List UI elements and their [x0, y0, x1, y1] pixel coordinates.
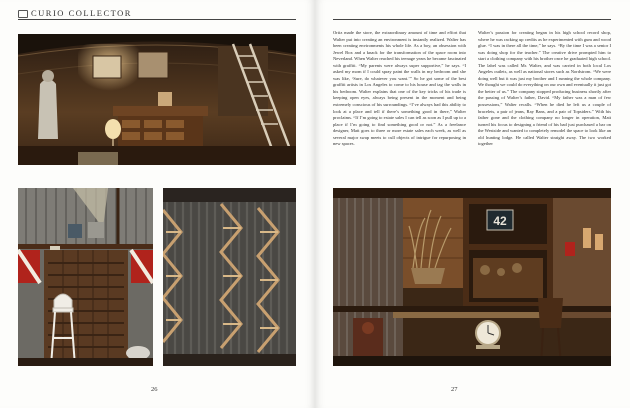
body-column-2 — [478, 30, 611, 148]
page-number-left: 26 — [151, 386, 158, 393]
sign-number-text: 42 — [493, 214, 507, 228]
running-head — [18, 8, 132, 18]
corrugated-wall-photo — [163, 188, 296, 366]
body-column-1 — [333, 30, 466, 148]
page-number-right: 27 — [451, 386, 458, 393]
running-head-text: CURIO COLLECTOR — [31, 8, 132, 18]
header-rule — [18, 19, 296, 20]
magazine-logo-icon — [18, 10, 28, 18]
right-page — [315, 0, 630, 408]
shelving-corner-photo — [18, 188, 153, 366]
body-paragraph-2: Walter’s passion for creating began in his high school record shop, where he was racking up credits as he experimented with gum and wood glue. “I was in there all the time,” he says. “By the time I was a senior I was doing shop for the teacher.” The creative drive prompted him to start a clothing company with his brother once he graduated high school. The label was called Mr. Walter, and was carried in both local Los Angeles outlets, as well as national stores such as Nordstrom. “We were doing well but it was just my brother and I running the whole company. We thought we could do everything on our own and eventually it just got the better of us.” The company stopped producing business shortly after the passing of Walter’s father, David. “My father was a man of few possessions,” Walter recalls. “When he died he left us a couple of bracelets, a pair of jeans, Ray Bans, and a pair of Topsiders.” With his father gone and the clothing company no longer in operation, Matt turned his focus to designing a friend of his bad just purchased a bar on the Westside and wanted to completely remodel the space to look like an old hunting lodge. He called Walter straight away. The two worked together — [478, 30, 611, 147]
interior-workshop-photo — [18, 34, 296, 165]
store-vignette-photo — [333, 188, 611, 366]
header-rule-right — [333, 19, 611, 20]
body-paragraph-1: Ortiz made the store, the extraordinary amount of time and effort that Walter put into creating an environment is instantly realized. Walter has been creating environments his whole life. As a boy, an obsession with Jewel Box and a knack for the transformation of the space room into Neverland. When Walter reached his teenage years he became fascinated with graffiti. “My parents were always super supportive,” he says. “I asked my mom if I could spray paint the walls in my bedroom and she was like, ‘Sure, do whatever you want.’” So he got some of the best graffiti artists in Los Angeles to come to his house and tag the walls in his bedroom. Walter explains that one of the key tricks of his trade is keeping open eyes, always being present in the moment and being extremely conscious of his surroundings. “I’ve always had this ability to look at a place and tell if there’s something good in there,” Walter proclaims. “If I’m going to estate sales I can tell as soon as I pull up to a place if I’m going to find something good or not.” As a freelance designer, Matt goes to three or more estate sales each week, as well as several major swap meets to cull objects of intrigue for repurposing in new spaces. — [333, 30, 466, 147]
